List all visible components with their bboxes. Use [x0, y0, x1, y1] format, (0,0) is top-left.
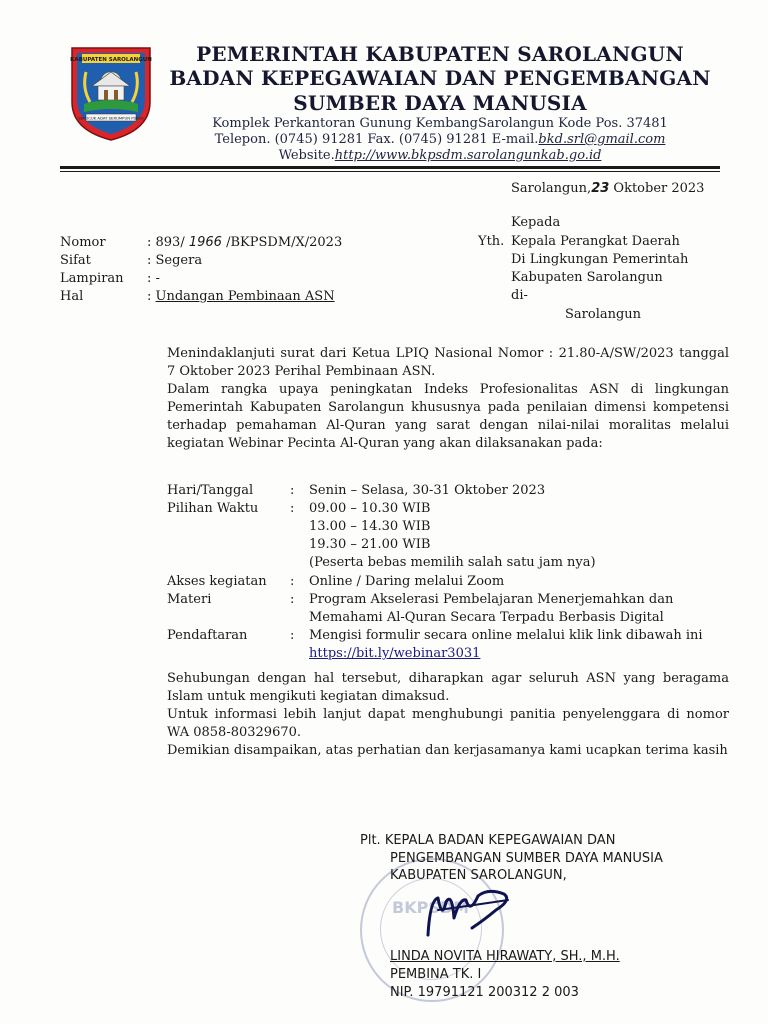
detail-colon: :: [290, 628, 295, 643]
letterhead-line3: SUMBER DAYA MANUSIA: [293, 91, 587, 115]
website-label: Website.: [278, 148, 335, 163]
svg-text:KABUPATEN SAROLANGUN: KABUPATEN SAROLANGUN: [70, 57, 152, 63]
kabupaten-sarolangun-logo: [68, 42, 154, 142]
body-paragraph-2: Dalam rangka upaya peningkatan Indeks Profesionalitas ASN di lingkungan Pemerintah Kabupaten Sarolangun khususnya pada penilaian dimensi kompetensi terhadap pemahaman Al-Quran yang sarat dengan nilai-nilai moralitas melalui kegiatan Webinar Pecinta Al-Quran yang akan dilaksanakan pada:: [167, 382, 729, 451]
body-paragraph-1: Menindaklanjuti surat dari Ketua LPIQ Nasional Nomor : 21.80-A/SW/2023 tanggal 7 Oktober 2023 Perihal Pembinaan ASN.: [167, 346, 729, 379]
detail-colon: :: [290, 592, 295, 607]
nomor-suffix: /BKPSDM/X/2023: [226, 235, 343, 250]
recipient-yth: Yth.: [478, 234, 505, 249]
sifat-value: : Segera: [147, 253, 203, 268]
detail-materi-1: Program Akselerasi Pembelajaran Menerjemahkan dan: [309, 592, 674, 607]
handwritten-signature: [408, 880, 528, 950]
recipient-line1: Kepala Perangkat Daerah: [511, 234, 680, 249]
nomor-label: Nomor: [60, 235, 106, 250]
website-link[interactable]: http://www.bkpsdm.sarolangunkab.go.id: [334, 148, 602, 163]
date-place: Sarolangun,: [511, 181, 592, 196]
nomor-handwritten: 1966: [188, 235, 222, 250]
letterhead-line1: PEMERINTAH KABUPATEN SAROLANGUN: [196, 42, 684, 66]
signatory-rank: PEMBINA TK. I: [390, 967, 482, 982]
letterhead-line2: BADAN KEPEGAWAIAN DAN PENGEMBANGAN: [169, 66, 711, 90]
detail-daftar-value: Mengisi formulir secara online melalui klik link dibawah ini: [309, 628, 703, 643]
nomor-value: [147, 234, 342, 252]
detail-colon: :: [290, 501, 295, 516]
date-line: [511, 180, 704, 198]
body-paragraph-3: Sehubungan dengan hal tersebut, diharapkan agar seluruh ASN yang beragama Islam untuk mengikuti kegiatan dimaksud.: [167, 671, 729, 704]
letterhead-phone: Telepon. (0745) 91281 Fax. (0745) 91281 E-mail.: [214, 132, 539, 147]
signatory-name: LINDA NOVITA HIRAWATY, SH., M.H.: [390, 949, 620, 964]
nomor-prefix: : 893/: [147, 235, 185, 250]
detail-waktu-1: 09.00 – 10.30 WIB: [309, 501, 431, 516]
body-paragraph-4: Untuk informasi lebih lanjut dapat menghubungi panitia penyelenggara di nomor WA 0858-80329670.: [167, 707, 729, 740]
detail-waktu-note: (Peserta bebas memilih salah satu jam nya): [309, 555, 596, 570]
detail-hari-label: Hari/Tanggal: [167, 483, 254, 498]
letterhead-rule-thick: [60, 166, 720, 169]
letterhead-address: Komplek Perkantoran Gunung KembangSarolangun Kode Pos. 37481: [212, 116, 668, 131]
lampiran-value: : -: [147, 271, 160, 286]
detail-materi-2: Memahami Al-Quran Secara Terpadu Berbasis Digital: [309, 610, 664, 625]
signature-title-2: PENGEMBANGAN SUMBER DAYA MANUSIA: [390, 851, 663, 866]
body-paragraph-5: Demikian disampaikan, atas perhatian dan kerjasamanya kami ucapkan terima kasih: [167, 743, 728, 758]
detail-akses-value: Online / Daring melalui Zoom: [309, 574, 505, 589]
letterhead-website: [160, 148, 720, 164]
svg-text:SEPUCUK ADAT SERUMPUN PSEKO: SEPUCUK ADAT SERUMPUN PSEKO: [78, 115, 144, 121]
date-day-handwritten: 23: [591, 181, 610, 196]
detail-colon: :: [290, 483, 295, 498]
signatory-nip: NIP. 19791121 200312 2 003: [390, 985, 579, 1000]
sifat-label: Sifat: [60, 253, 91, 268]
stamp-text: BKPSDM: [392, 898, 470, 917]
hal-subject: Undangan Pembinaan ASN: [155, 289, 335, 304]
letterhead-email[interactable]: bkd.srl@gmail.com: [538, 132, 666, 147]
recipient-line5: Sarolangun: [565, 307, 642, 322]
detail-waktu-label: Pilihan Waktu: [167, 501, 259, 516]
hal-value: [147, 288, 335, 306]
detail-materi-label: Materi: [167, 592, 212, 607]
hal-colon: :: [147, 289, 152, 304]
detail-waktu-2: 13.00 – 14.30 WIB: [309, 519, 431, 534]
lampiran-label: Lampiran: [60, 271, 124, 286]
date-month-year: Oktober 2023: [613, 181, 705, 196]
registration-link[interactable]: https://bit.ly/webinar3031: [309, 646, 481, 661]
letterhead-contact: [160, 132, 720, 148]
signature-title-3: KABUPATEN SAROLANGUN,: [390, 868, 567, 883]
detail-hari-value: Senin – Selasa, 30-31 Oktober 2023: [309, 483, 546, 498]
recipient-line3: Kabupaten Sarolangun: [511, 270, 663, 285]
hal-label: Hal: [60, 289, 84, 304]
recipient-kepada: Kepada: [511, 215, 561, 230]
letterhead-rule-thin: [60, 171, 720, 172]
detail-colon: :: [290, 574, 295, 589]
detail-akses-label: Akses kegiatan: [167, 574, 267, 589]
detail-waktu-3: 19.30 – 21.00 WIB: [309, 537, 431, 552]
detail-daftar-label: Pendaftaran: [167, 628, 248, 643]
signature-title-1: Plt. KEPALA BADAN KEPEGAWAIAN DAN: [360, 833, 616, 848]
recipient-line2: Di Lingkungan Pemerintah: [511, 252, 689, 267]
recipient-line4: di-: [511, 288, 528, 303]
